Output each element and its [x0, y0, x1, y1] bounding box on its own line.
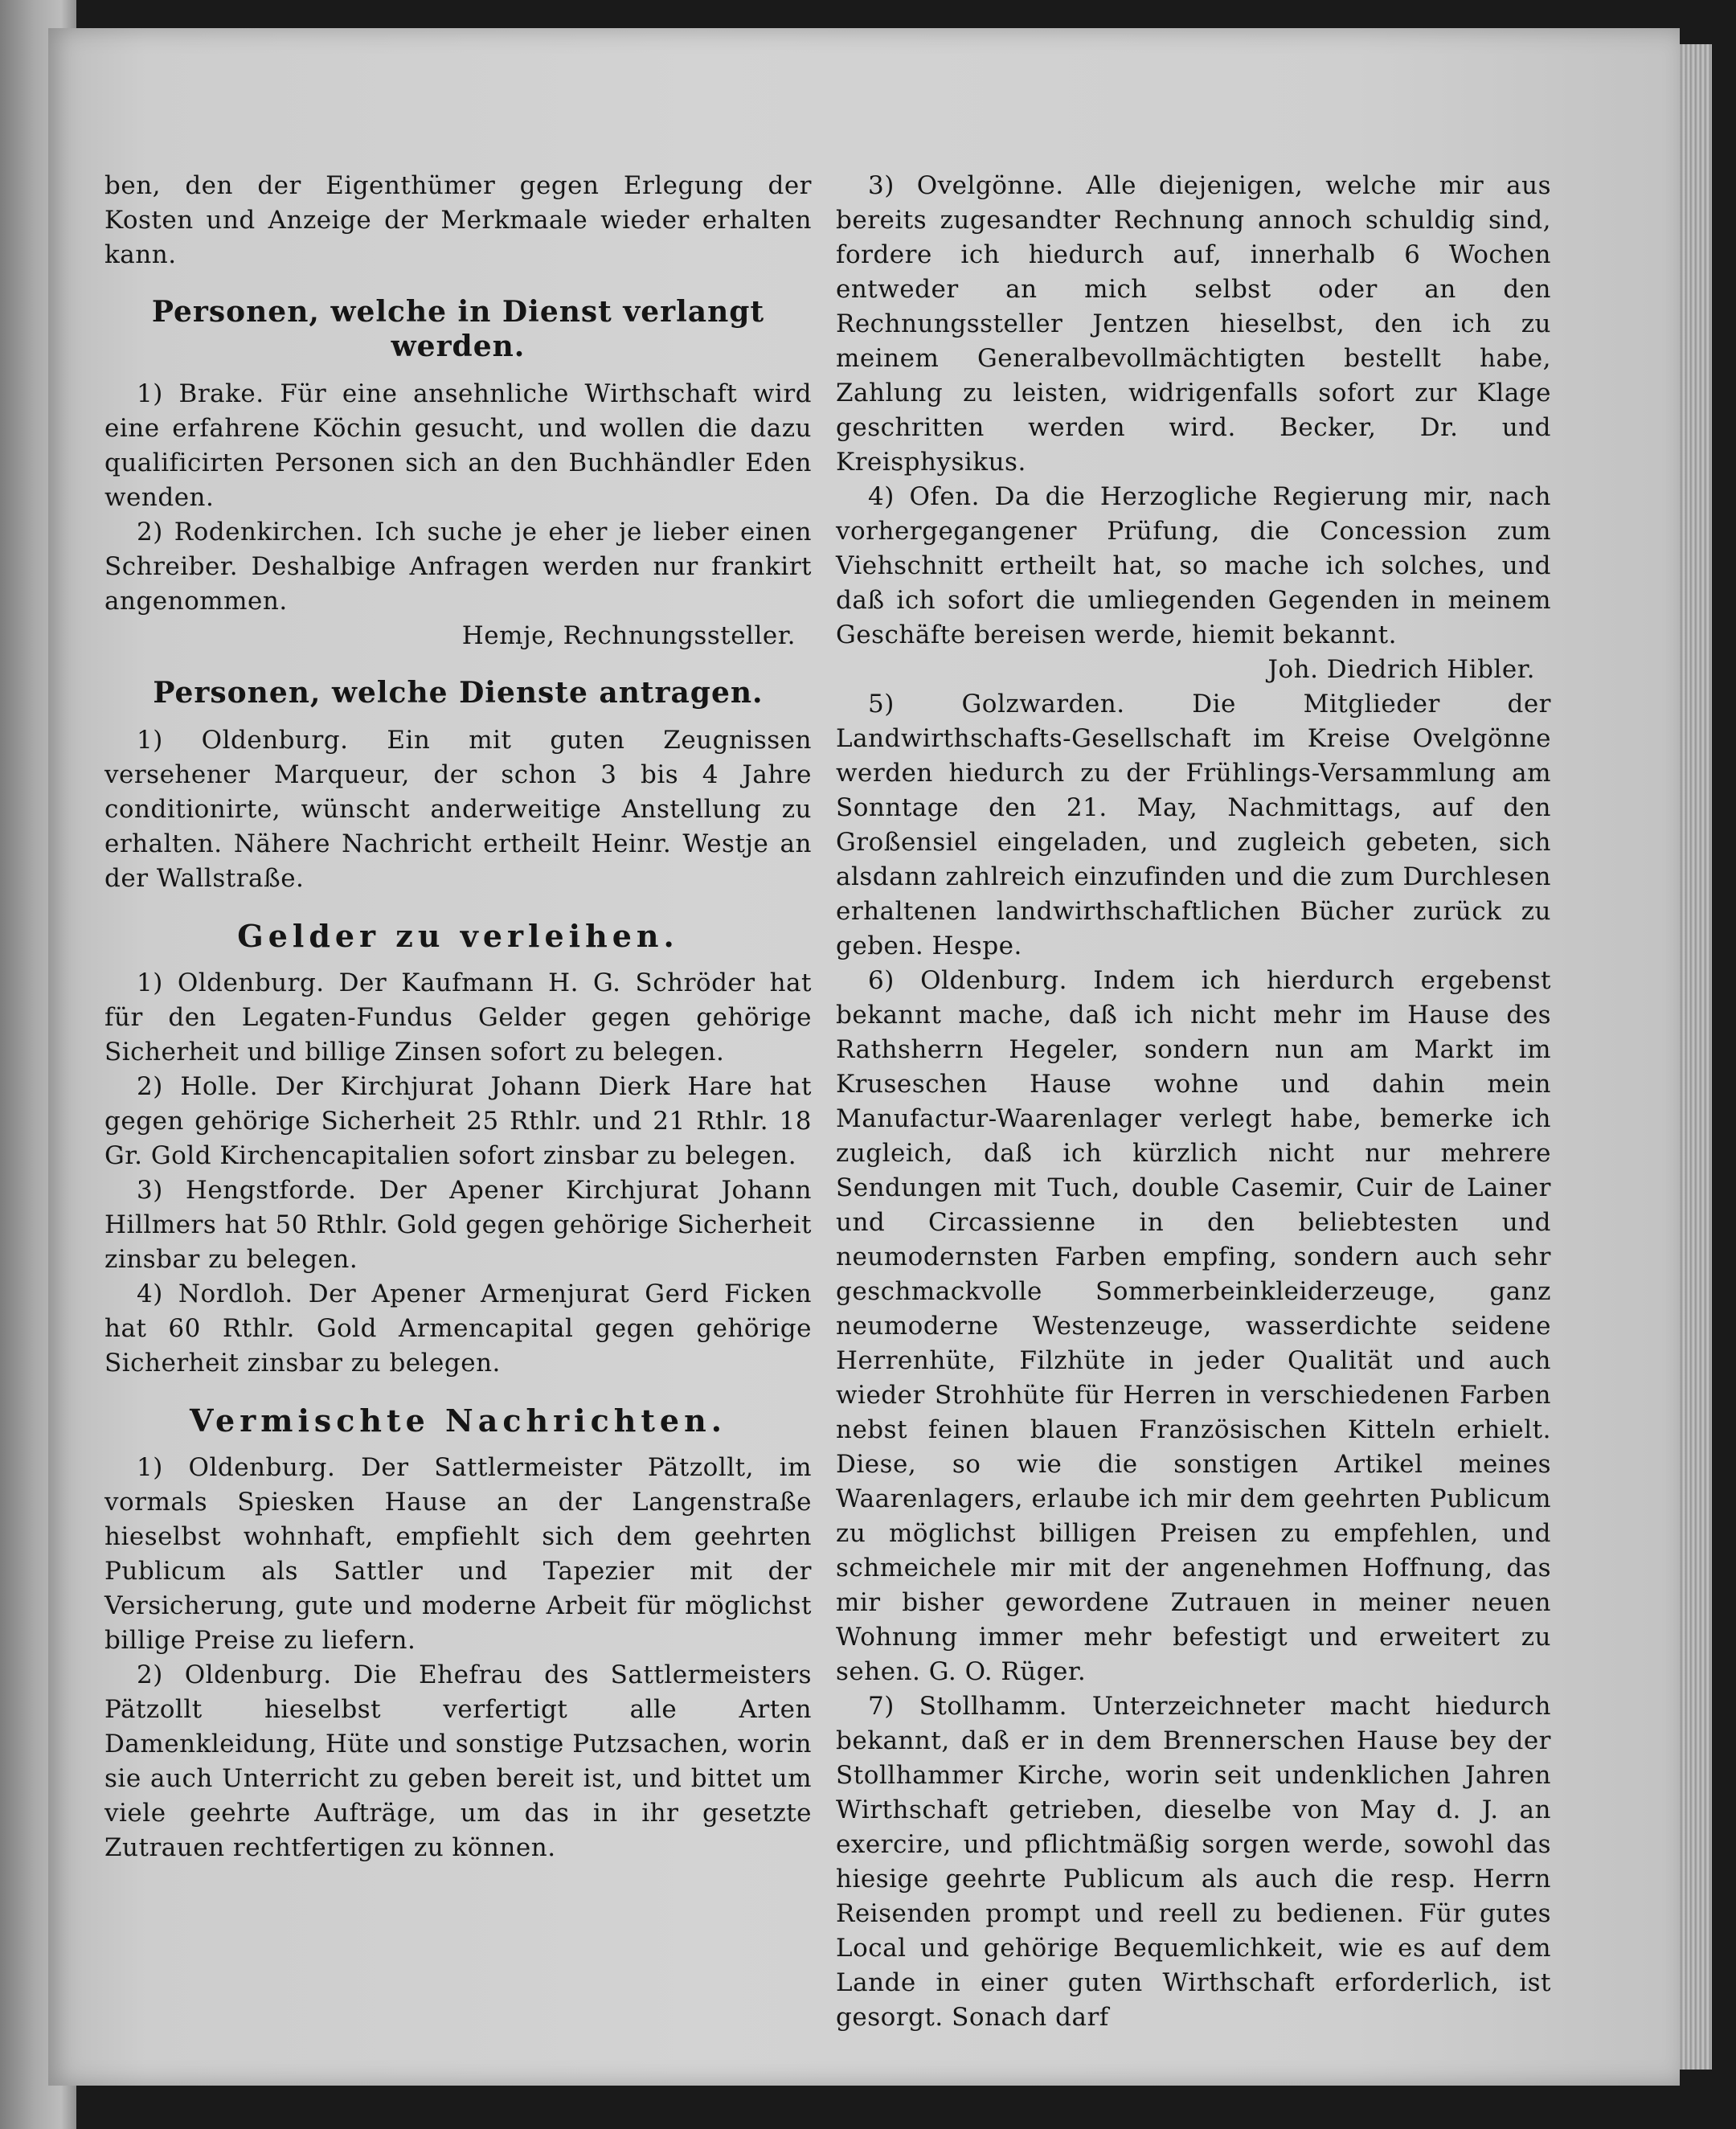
- notice-entry: 3) Hengstforde. Der Apener Kirchjurat Johann Hillmers hat 50 Rthlr. Gold gegen gehörige Sicherheit zinsbar zu belegen.: [104, 1176, 812, 1274]
- intro-paragraph: ben, den der Eigenthümer gegen Erlegung der Kosten und Anzeige der Merkmaale wieder erhalten kann.: [104, 171, 812, 269]
- notice-entry: 3) Ovelgönne. Alle diejenigen, welche mir aus bereits zugesandter Rechnung annoch schuldig sind, fordere ich hiedurch auf, innerhalb 6 Wochen entweder an mich selbst oder an den Rechnungssteller Jentzen hieselbst, den ich zu meinem Generalbevollmächtigten bestellt habe, Zahlung zu leisten, widrigenfalls sofort zur Klage geschritten werden wird. Becker, Dr. und Kreisphysikus.: [836, 171, 1551, 477]
- left-column: [104, 169, 812, 1865]
- notice-entry: 5) Golzwarden. Die Mitglieder der Landwirthschafts-Gesellschaft im Kreise Ovelgönne werden hiedurch zu der Frühlings-Versammlung am Sonntage den 21. May, Nachmittags, auf den Großensiel eingeladen, und zugleich gebeten, sich alsdann zahlreich einzufinden und die zum Durchlesen erhaltenen landwirthschaftlichen Bücher zurück zu geben. Hespe.: [836, 690, 1551, 960]
- notice-entry: 1) Oldenburg. Der Sattlermeister Pätzollt, im vormals Spiesken Hause an der Langenstraße hieselbst wohnhaft, empfiehlt sich dem geehrten Publicum als Sattler und Tapezier mit der Versicherung, gute und moderne Arbeit für möglichst billige Preise zu liefern.: [104, 1453, 812, 1655]
- section-heading: Vermischte Nachrichten.: [190, 1402, 727, 1439]
- section-heading: Personen, welche Dienste antragen.: [153, 676, 764, 710]
- notice-entry: 7) Stollhamm. Unterzeichneter macht hiedurch bekannt, daß er in dem Brennerschen Hause bey der Stollhammer Kirche, worin seit undenklichen Jahren Wirthschaft getrieben, dieselbe von May d. J. an exercire, und pflichtmäßig sorgen werde, sowohl das hiesige geehrte Publicum als auch die resp. Herrn Reisenden prompt und reell zu bedienen. Für gutes Local und gehörige Bequemlichkeit, wie es auf dem Lande in einer guten Wirthschaft erforderlich, ist gesorgt. Sonach darf: [836, 1692, 1551, 2032]
- notice-entry: 2) Rodenkirchen. Ich suche je eher je lieber einen Schreiber. Deshalbige Anfragen werden nur frankirt angenommen.: [104, 518, 812, 616]
- section-heading: Personen, welche in Dienst verlangt werden.: [151, 295, 765, 363]
- right-column: [836, 169, 1551, 2035]
- notice-entry: 1) Brake. Für eine ansehnliche Wirthschaft wird eine erfahrene Köchin gesucht, und wollen die dazu qualificirten Personen sich an den Buchhändler Eden wenden.: [104, 379, 812, 512]
- notice-entry: 1) Oldenburg. Ein mit guten Zeugnissen versehener Marqueur, der schon 3 bis 4 Jahre conditionirte, wünscht anderweitige Anstellung zu erhalten. Nähere Nachricht ertheilt Heinr. Westje an der Wallstraße.: [104, 726, 812, 893]
- notice-entry: 4) Ofen. Da die Herzogliche Regierung mir, nach vorhergegangener Prüfung, die Concession zum Viehschnitt ertheilt hat, so mache ich solches, und daß ich sofort die umliegenden Gegenden in meinem Geschäfte bereisen werde, hiemit bekannt.: [836, 482, 1551, 649]
- signature: Hemje, Rechnungssteller.: [461, 621, 796, 650]
- notice-entry: 6) Oldenburg. Indem ich hierdurch ergebenst bekannt mache, daß ich nicht mehr im Hause des Rathsherrn Hegeler, sondern nun am Markt im Kruseschen Hause wohne und dahin mein Manufactur-Waarenlager verlegt habe, bemerke ich zugleich, daß ich kürzlich nicht nur mehrere Sendungen mit Tuch, double Casemir, Cuir de Lainer und Circassienne in den beliebtesten und neumodernsten Farben empfing, sondern auch sehr geschmackvolle Sommerbeinkleiderzeuge, ganz neumoderne Westenzeuge, wasserdichte seidene Herrenhüte, Filzhüte in jeder Qualität und auch wieder Strohhüte für Herren in verschiedenen Farben nebst feinen blauen Französischen Kitteln erhielt. Diese, so wie die sonstigen Artikel meines Waarenlagers, erlaube ich mir dem geehrten Publicum zu möglichst billigen Preisen zu empfehlen, und schmeichele mir mit der angenehmen Hoffnung, das mir bisher gewordene Zutrauen in meiner neuen Wohnung immer mehr befestigt und erweitert zu sehen. G. O. Rüger.: [836, 966, 1551, 1686]
- signature: Joh. Diedrich Hibler.: [1267, 655, 1535, 684]
- notice-entry: 2) Holle. Der Kirchjurat Johann Dierk Hare hat gegen gehörige Sicherheit 25 Rthlr. und 21 Rthlr. 18 Gr. Gold Kirchencapitalien sofort zinsbar zu belegen.: [104, 1072, 812, 1170]
- notice-entry: 1) Oldenburg. Der Kaufmann H. G. Schröder hat für den Legaten-Fundus Gelder gegen gehörige Sicherheit und billige Zinsen sofort zu belegen.: [104, 968, 812, 1067]
- notice-entry: 4) Nordloh. Der Apener Armenjurat Gerd Ficken hat 60 Rthlr. Gold Armencapital gegen gehörige Sicherheit zinsbar zu belegen.: [104, 1279, 812, 1378]
- section-heading: Gelder zu verleihen.: [237, 918, 679, 954]
- notice-entry: 2) Oldenburg. Die Ehefrau des Sattlermeisters Pätzollt hieselbst verfertigt alle Arten Damenkleidung, Hüte und sonstige Putzsachen, worin sie auch Unterricht zu geben bereit ist, und bittet um viele geehrte Aufträge, um das in ihr gesetzte Zutrauen rechtfertigen zu können.: [104, 1660, 812, 1862]
